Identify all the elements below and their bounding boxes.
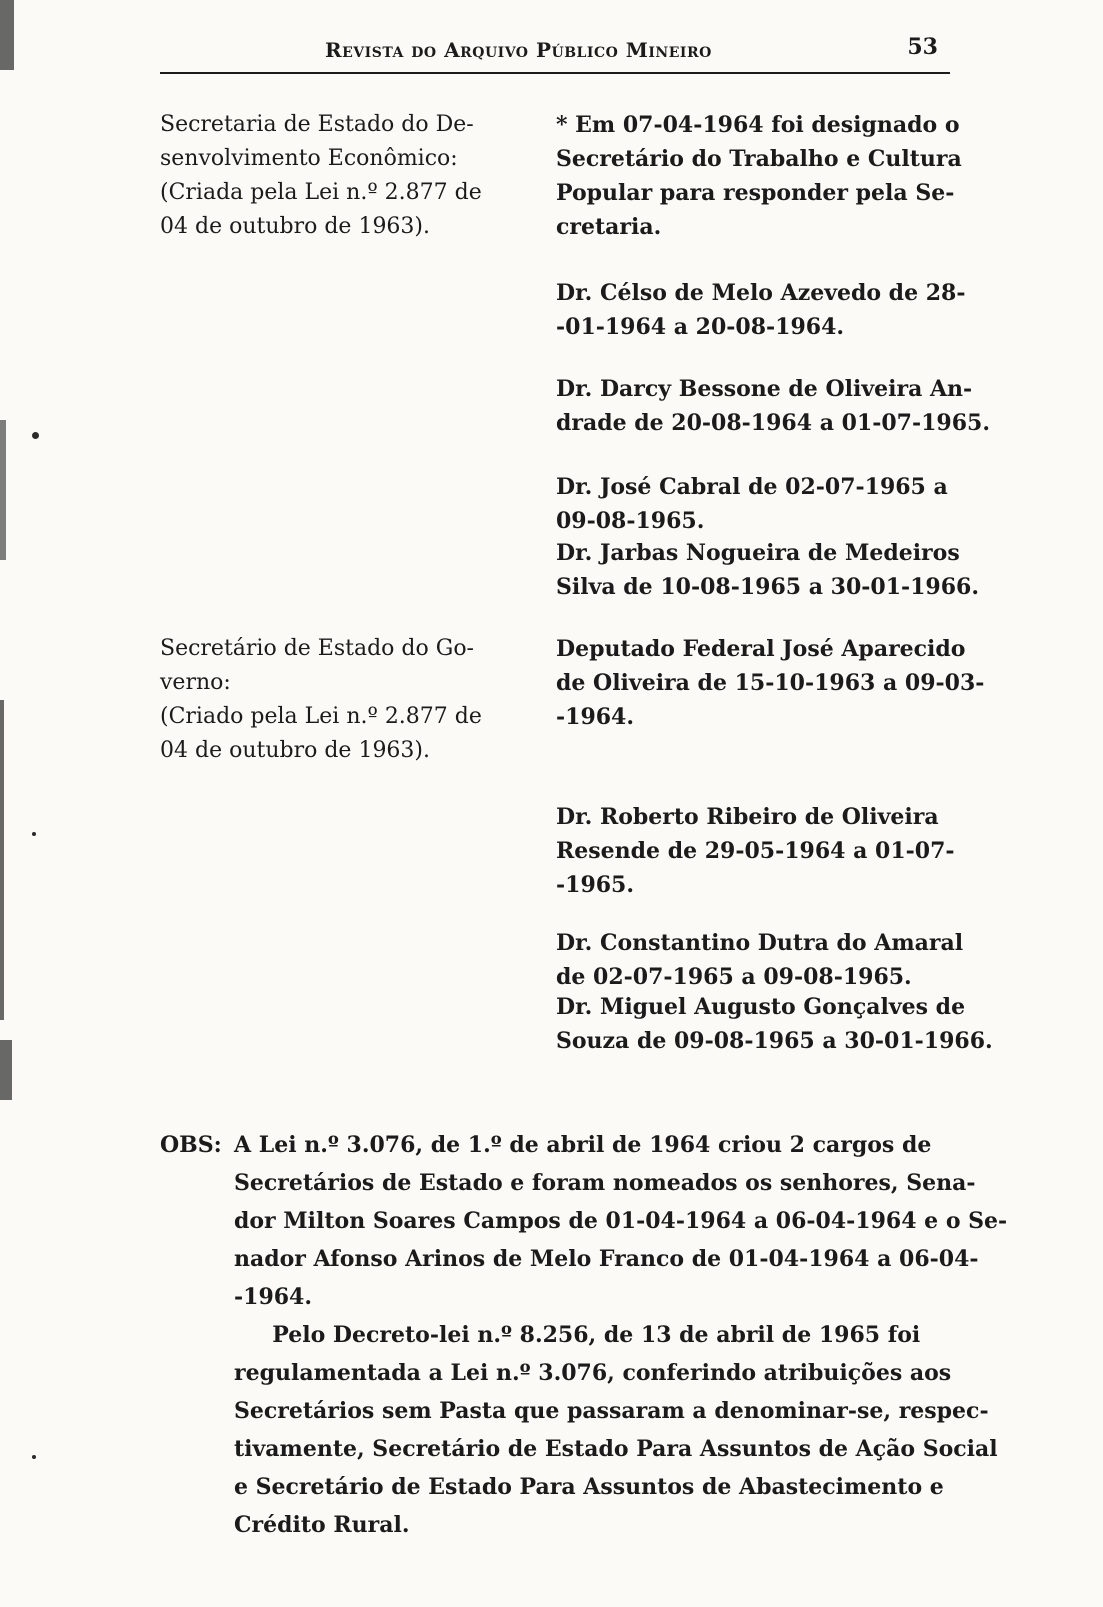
secretary-entry: Dr. Miguel Augusto Gonçalves de Souza de 09-08-1965 a 30-01-1966.: [556, 994, 993, 1054]
obs-label: OBS:: [160, 1132, 222, 1158]
scan-dot: [32, 832, 36, 836]
secretary-entry: Deputado Federal José Aparecido de Oliveira de 15-10-1963 a 09-03- -1964.: [556, 636, 985, 730]
journal-title: Revista do Arquivo Público Mineiro: [325, 38, 712, 62]
page-number: 53: [907, 34, 938, 60]
obs-paragraph: A Lei n.º 3.076, de 1.º de abril de 1964 criou 2 cargos de Secretários de Estado e foram nomeados os senhores, Sena- dor Milton Soares Campos de 01-04-1964 a 06-04-1964 e o Se- nador Afonso Arinos de Melo Franco de 01-04-1964 a 06-04- -1964.: [234, 1132, 1008, 1310]
secretary-entry: Dr. Célso de Melo Azevedo de 28- -01-1964 a 20-08-1964.: [556, 280, 966, 340]
scan-edge-artifact: [0, 700, 4, 1020]
secretary-entry: Dr. Darcy Bessone de Oliveira An- drade de 20-08-1964 a 01-07-1965.: [556, 376, 990, 436]
secretario-governo-heading: Secretário de Estado do Go- verno: (Criado pela Lei n.º 2.877 de 04 de outubro de 1963).: [160, 636, 482, 763]
scan-edge-artifact: [0, 420, 6, 560]
secretaria-desenvolvimento-heading: Secretaria de Estado do De- senvolvimento Econômico: (Criada pela Lei n.º 2.877 de 04 de outubro de 1963).: [160, 112, 482, 239]
scan-edge-artifact: [0, 0, 14, 70]
header-rule: [160, 72, 950, 74]
page-header: [160, 30, 950, 74]
scan-edge-artifact: [0, 1040, 12, 1100]
secretary-entry: Dr. Constantino Dutra do Amaral de 02-07-1965 a 09-08-1965.: [556, 930, 964, 990]
secretary-entry: Dr. Jarbas Nogueira de Medeiros Silva de 10-08-1965 a 30-01-1966.: [556, 540, 980, 600]
obs-paragraph: Pelo Decreto-lei n.º 8.256, de 13 de abril de 1965 foi regulamentada a Lei n.º 3.076, conferindo atribuições aos Secretários sem Pasta que passaram a denominar-se, respec- tivamente, Secretário de Estado Para Assuntos de Ação Social e Secretário de Estado Para Assuntos de Abastecimento e Crédito Rural.: [234, 1322, 998, 1538]
secretary-entry: Dr. Roberto Ribeiro de Oliveira Resende de 29-05-1964 a 01-07- -1965.: [556, 804, 955, 898]
designation-note: * Em 07-04-1964 foi designado o Secretário do Trabalho e Cultura Popular para responder pela Se- cretaria.: [556, 112, 962, 240]
scan-dot: [32, 432, 39, 439]
scan-dot: [32, 1455, 36, 1459]
secretary-entry: Dr. José Cabral de 02-07-1965 a 09-08-1965.: [556, 474, 948, 534]
